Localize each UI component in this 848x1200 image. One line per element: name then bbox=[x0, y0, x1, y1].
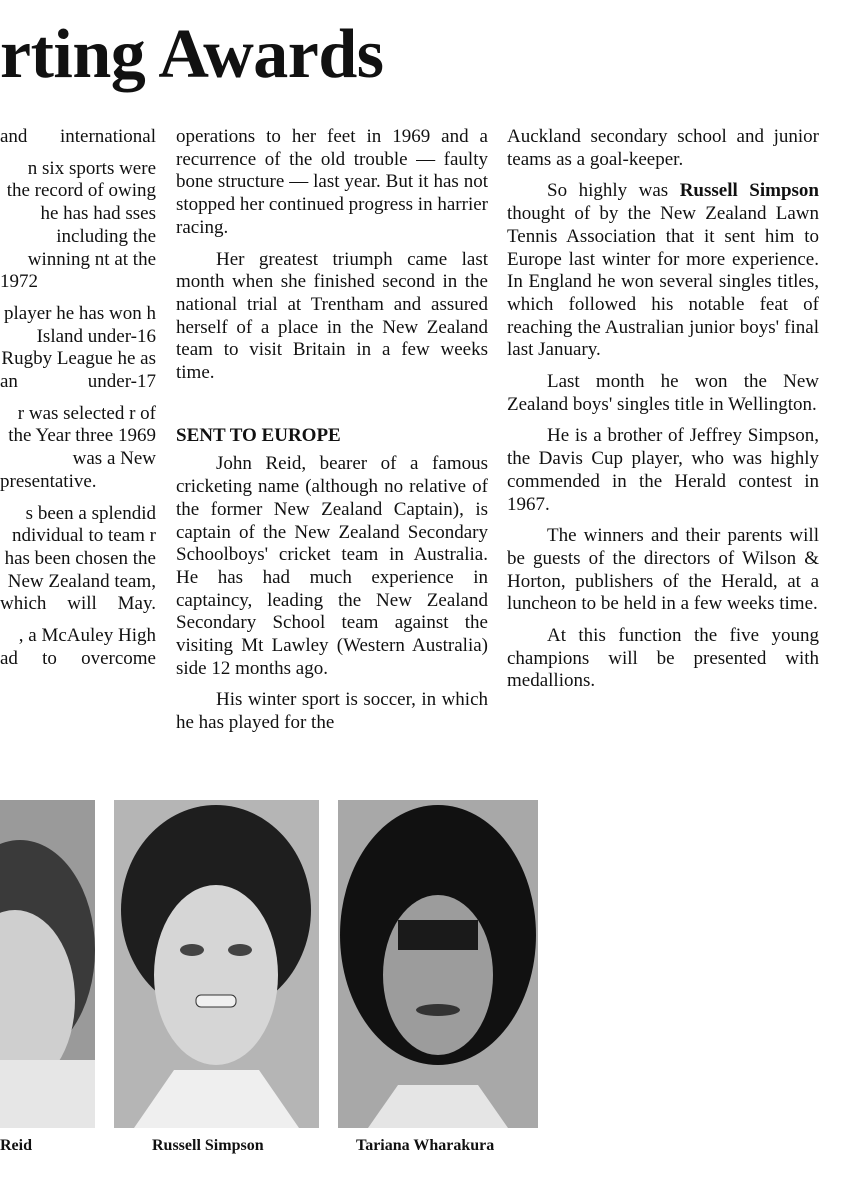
photo-russell-simpson bbox=[114, 800, 319, 1128]
col3-para: At this function the five young champions will be presented with medallions. bbox=[507, 625, 819, 692]
subheading: SENT TO EUROPE bbox=[176, 424, 341, 446]
col1-para: n six sports were the record of owing he has had sses including the winning nt at the 1972 bbox=[0, 157, 156, 293]
col2-para: John Reid, bearer of a famous cricketing name (although no relative of the former New Zealand Captain), is captain of the New Zealand Secondary Schoolboys' cricket team in Australia. He has had much experience in captaincy, leading the New Zealand Secondary School team against the visiting Mt Lawley (Western Australia) side 12 months ago. bbox=[176, 453, 488, 679]
column-2 bbox=[176, 126, 488, 744]
photo-tariana-wharakura bbox=[338, 800, 538, 1128]
caption-russell-simpson: Russell Simpson bbox=[152, 1137, 264, 1154]
headline: rting Awards bbox=[0, 16, 384, 93]
col3-para: Last month he won the New Zealand boys' singles title in Wellington. bbox=[507, 371, 819, 415]
col1-para: r was selected r of the Year three 1969 was a New presentative. bbox=[0, 402, 156, 492]
col2-para: Her greatest triumph came last month when she finished second in the national trial at Trentham and assured herself of a place in the New Zealand team to visit Britain in a few weeks time. bbox=[176, 248, 488, 384]
col3-para: The winners and their parents will be guests of the directors of Wilson & Horton, publishers of the Herald, at a luncheon to be held in a few weeks time. bbox=[507, 525, 819, 615]
column-3 bbox=[507, 126, 819, 702]
column-1 bbox=[0, 126, 156, 679]
col3-para: He is a brother of Jeffrey Simpson, the Davis Cup player, who was highly commended in the Herald contest in 1967. bbox=[507, 425, 819, 515]
text-run: thought of by the New Zealand Lawn Tennis Association that it sent him to Europe last winter for more experience. In England he won several singles titles, which followed his notable feat of reaching the Australian junior boys' final last January. bbox=[507, 203, 819, 361]
col1-para: player he has won h Island under-16 Rugby League he as an under-17 bbox=[0, 302, 156, 393]
photo-reid bbox=[0, 800, 95, 1128]
col2-para: operations to her feet in 1969 and a recurrence of the old trouble — faulty bone structure — last year. But it has not stopped her continued progress in harrier racing. bbox=[176, 126, 488, 238]
bold-name: Russell Simpson bbox=[679, 180, 819, 202]
col1-para: s been a splendid ndividual to team r has been chosen the New Zealand team, which will May. bbox=[0, 502, 156, 615]
col3-para: Auckland secondary school and junior teams as a goal-keeper. bbox=[507, 126, 819, 170]
col1-para: and international bbox=[0, 126, 156, 147]
text-run: So highly was bbox=[547, 180, 680, 202]
portrait-image bbox=[338, 800, 538, 1128]
portrait-image bbox=[114, 800, 319, 1128]
caption-reid: Reid bbox=[0, 1137, 32, 1154]
caption-tariana-wharakura: Tariana Wharakura bbox=[356, 1137, 495, 1154]
photo-strip bbox=[0, 800, 540, 1175]
col2-para: His winter sport is soccer, in which he has played for the bbox=[176, 689, 488, 734]
portrait-image bbox=[0, 800, 95, 1128]
col3-para bbox=[507, 180, 819, 362]
col1-para: , a McAuley High ad to overcome bbox=[0, 625, 156, 669]
